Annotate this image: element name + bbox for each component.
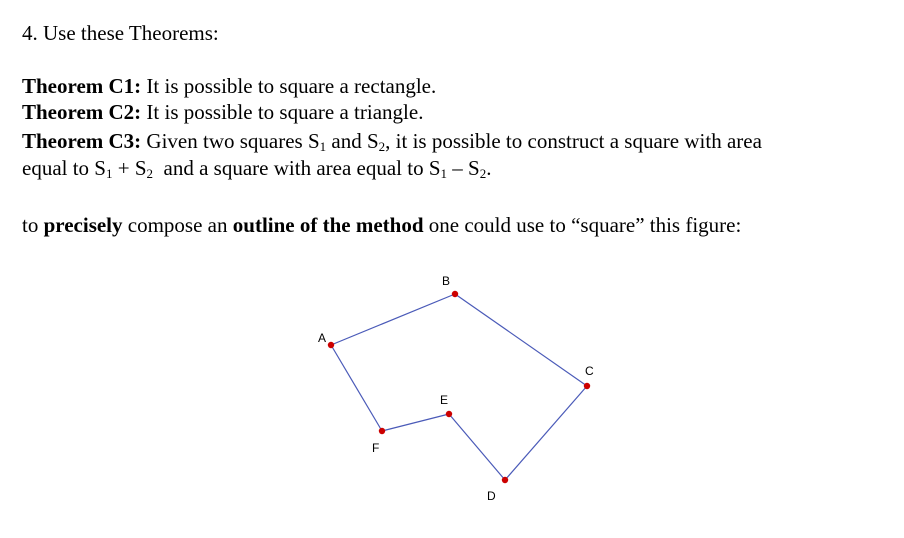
instruction-bold-outline: outline of the method (232, 213, 424, 237)
problem-heading: 4. Use these Theorems: (22, 21, 219, 45)
theorem-c1-text: It is possible to square a rectangle. (141, 74, 437, 98)
vertex-point-a (328, 342, 334, 348)
theorem-c2-label: Theorem C2: (22, 100, 142, 124)
edge-cd (505, 386, 587, 480)
theorem-c3-text-2: and S (326, 129, 379, 153)
vertex-point-f (379, 428, 385, 434)
theorem-c2-text: It is possible to square a triangle. (141, 100, 424, 124)
vertex-label-a: A (318, 331, 327, 345)
subscript-2: 2 (378, 139, 386, 154)
vertex-point-b (452, 291, 458, 297)
theorem-c3-line2-1: equal to S (22, 156, 106, 180)
vertex-label-c: C (585, 364, 594, 378)
theorem-c3-text-1: Given two squares S (141, 129, 320, 153)
instruction-bold-precisely: precisely (43, 213, 123, 237)
subscript-1: 1 (106, 166, 113, 181)
vertex-point-d (502, 477, 508, 483)
vertex-labels (318, 274, 594, 503)
instruction-text-1: to (22, 213, 44, 237)
edge-fa (331, 345, 382, 431)
edge-de (449, 414, 505, 480)
subscript-1: 1 (319, 139, 327, 154)
instruction-text-3: one could use to “square” this figure: (423, 213, 742, 237)
theorem-c3-line2-2: + S (112, 156, 147, 180)
subscript-2: 2 (479, 166, 487, 181)
polygon-edges (331, 294, 587, 480)
vertex-label-b: B (442, 274, 451, 288)
edge-bc (455, 294, 587, 386)
polygon-vertices (328, 291, 590, 483)
theorem-c3-label: Theorem C3: (22, 129, 142, 153)
theorem-c3-line2-3: and a square with area equal to S (153, 156, 441, 180)
vertex-label-f: F (372, 441, 380, 455)
edge-ab (331, 294, 455, 345)
subscript-2: 2 (146, 166, 154, 181)
vertex-label-d: D (487, 489, 496, 503)
edge-ef (382, 414, 449, 431)
instruction-text-2: compose an (122, 213, 233, 237)
theorem-c1-label: Theorem C1: (22, 74, 142, 98)
vertex-point-c (584, 383, 590, 389)
vertex-point-e (446, 411, 452, 417)
theorem-c3-line2-5: . (486, 156, 492, 180)
theorem-c3-text-3: , it is possible to construct a square with area (385, 129, 762, 153)
subscript-1: 1 (440, 166, 448, 181)
vertex-label-e: E (440, 393, 449, 407)
theorem-c3-line2-4: – S (447, 156, 480, 180)
